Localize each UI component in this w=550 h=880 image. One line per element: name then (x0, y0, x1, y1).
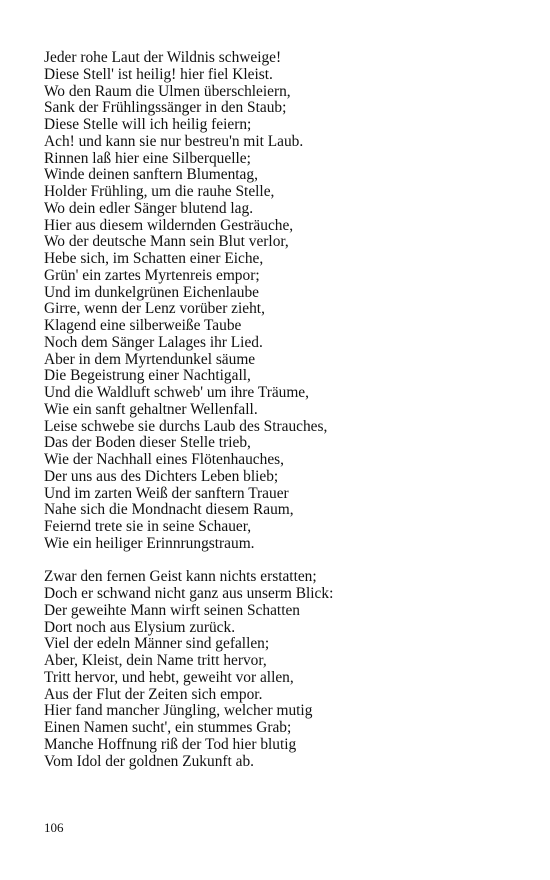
poem-line: Wo der deutsche Mann sein Blut verlor, (44, 233, 289, 251)
poem-line: Diese Stell' ist heilig! hier fiel Kleist. (44, 65, 273, 83)
poem-text (44, 50, 524, 770)
poem-line: Girre, wenn der Lenz vorüber zieht, (44, 300, 265, 318)
poem-line: Hebe sich, im Schatten einer Eiche, (44, 250, 264, 267)
poem-line: Doch er schwand nicht ganz aus unserm Blick: (44, 585, 334, 602)
poem-line: Das der Boden dieser Stelle trieb, (44, 434, 251, 452)
poem-line: Winde deinen sanftern Blumentag, (44, 166, 258, 184)
stanza (44, 50, 524, 553)
page-number: 106 (44, 820, 64, 835)
stanza (44, 569, 524, 770)
poem-line: Dort noch aus Elysium zurück. (44, 618, 236, 636)
poem-line: Hier aus diesem wildernden Gesträuche, (44, 216, 294, 234)
poem-line: Der geweihte Mann wirft seinen Schatten (44, 601, 300, 619)
poem-line: Wo dein edler Sänger blutend lag. (44, 199, 254, 217)
poem-line: Und im zarten Weiß der sanftern Trauer (44, 484, 289, 502)
poem-line: Aber, Kleist, dein Name tritt hervor, (44, 652, 267, 669)
poem-line: Aber in dem Myrtendunkel säume (44, 350, 256, 368)
poem-line: Tritt hervor, und hebt, geweiht vor allen, (44, 668, 294, 686)
poem-line: Nahe sich die Mondnacht diesem Raum, (44, 501, 294, 519)
poem-line: Holder Frühling, um die rauhe Stelle, (44, 183, 275, 200)
poem-line: Rinnen laß hier eine Silberquelle; (44, 149, 251, 167)
poem-line: Vom Idol der goldnen Zukunft ab. (44, 752, 255, 770)
poem-line: Der uns aus des Dichters Leben blieb; (44, 467, 279, 485)
poem-line: Diese Stelle will ich heilig feiern; (44, 116, 252, 133)
poem-line: Zwar den fernen Geist kann nichts erstatten; (44, 568, 317, 586)
poem-line: Und im dunkelgrünen Eichenlaube (44, 283, 259, 301)
poem-line: Viel der edeln Männer sind gefallen; (44, 635, 270, 653)
poem-line: Ach! und kann sie nur bestreu'n mit Laub. (44, 132, 304, 150)
poem-line: Wie ein heiliger Erinnrungstraum. (44, 534, 255, 552)
poem-line: Aus der Flut der Zeiten sich empor. (44, 685, 263, 703)
poem-line: Noch dem Sänger Lalages ihr Lied. (44, 333, 263, 351)
poem-line: Wie ein sanft gehaltner Wellenfall. (44, 400, 258, 418)
poem-line: Wie der Nachhall eines Flötenhauches, (44, 451, 284, 468)
poem-line: Manche Hoffnung riß der Tod hier blutig (44, 735, 297, 753)
poem-line: Die Begeistrung einer Nachtigall, (44, 367, 251, 385)
poem-line: Grün' ein zartes Myrtenreis empor; (44, 266, 260, 284)
poem-line: Und die Waldluft schweb' um ihre Träume, (44, 384, 309, 401)
poem-line: Feiernd trete sie in seine Schauer, (44, 518, 252, 535)
poem-line: Hier fand mancher Jüngling, welcher mutig (44, 702, 313, 720)
poem-line: Wo den Raum die Ulmen überschleiern, (44, 82, 291, 100)
poem-line: Einen Namen sucht', ein stummes Grab; (44, 719, 292, 736)
poem-line: Leise schwebe sie durchs Laub des Strauches, (44, 417, 328, 435)
poem-line: Klagend eine silberweiße Taube (44, 317, 242, 334)
poem-line: Jeder rohe Laut der Wildnis schweige! (44, 49, 282, 66)
poem-line: Sank der Frühlingssänger in den Staub; (44, 99, 287, 117)
